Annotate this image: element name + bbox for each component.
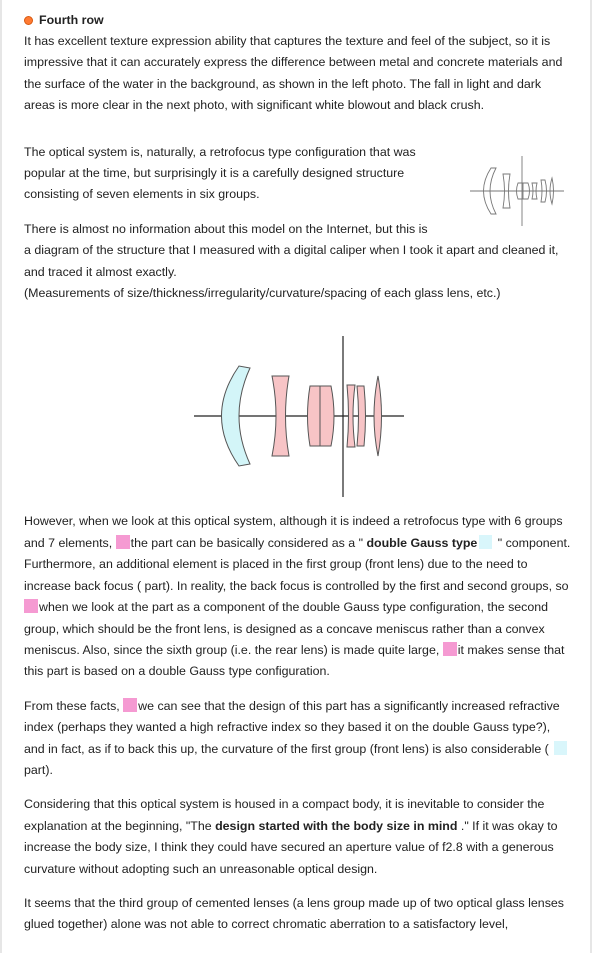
pink-highlight-marker bbox=[123, 698, 137, 712]
diagram-intro-line-1: There is almost no information about this model on the Internet, but this is bbox=[24, 221, 428, 236]
section-heading-text: Fourth row bbox=[39, 12, 104, 27]
lens-group-5 bbox=[357, 386, 366, 446]
pink-highlight-marker bbox=[443, 642, 457, 656]
lens-group-3 bbox=[308, 386, 335, 446]
p5-text-2: we can see that the design of this part has a significantly increased refractive index (perhaps they wanted a high refractive index so they based it on the double Gauss type?), and in fact, as if to back this up, the curvature of the first group (front lens) is also considerable ( bbox=[24, 698, 560, 756]
p5-text-1: From these facts, bbox=[24, 698, 124, 713]
p4-text-5: it makes sense that this part is based on a double Gauss type configuration. bbox=[24, 642, 565, 679]
lens-outline-diagram bbox=[466, 152, 566, 228]
section-heading bbox=[24, 10, 572, 31]
p5-text-3: part). bbox=[24, 762, 53, 777]
diagram-intro-line-2: a diagram of the structure that I measured with a digital caliper when I took it apart and cleaned it, and traced it almost exactly. bbox=[24, 243, 559, 279]
p4-text-1: However, when we look at this optical system, although it is indeed a retrofocus type with 6 groups and 7 elements, bbox=[24, 514, 563, 550]
paragraph-refractive-index bbox=[24, 696, 572, 782]
double-gauss-bold: double Gauss type bbox=[366, 535, 478, 550]
pink-highlight-marker bbox=[116, 535, 130, 549]
paragraph-cemented-lenses: It seems that the third group of cemented lenses (a lens group made up of two optical glass lenses glued together) alone was not able to correct chromatic aberration to a satisfactory level, bbox=[24, 895, 564, 932]
paragraph-double-gauss bbox=[24, 511, 572, 682]
p6-text-2: ." If it was okay to increase the body size, I think they could have secured an aperture value of f2.8 with a generous curvature without adopting such an unreasonable optical design. bbox=[24, 818, 558, 876]
paragraph-optical-system: The optical system is, naturally, a retrofocus type configuration that was popular at the time, but surprisingly it is a carefully designed structure consisting of seven elements in six groups. bbox=[24, 144, 416, 202]
cyan-highlight-marker bbox=[479, 535, 492, 549]
diagram-intro-line-3: (Measurements of size/thickness/irregularity/curvature/spacing of each glass lens, etc.) bbox=[24, 286, 501, 301]
p4-text-3: " component. Furthermore, an additional element is placed in the first group (front lens) due to the need to increase back focus ( part). In reality, the back focus is controlled by the first and second groups, so bbox=[24, 535, 571, 593]
pink-highlight-marker bbox=[24, 599, 38, 613]
p6-text-1: Considering that this optical system is housed in a compact body, it is inevitable to consider the explanation at the beginning, "The bbox=[24, 797, 545, 833]
paragraph-body-size bbox=[24, 794, 572, 880]
p4-text-2: the part can be basically considered as a " bbox=[130, 535, 367, 550]
lens-group-6 bbox=[374, 376, 382, 456]
lens-color-diagram bbox=[192, 334, 406, 498]
body-size-bold: design started with the body size in mind bbox=[215, 818, 458, 833]
left-border bbox=[0, 0, 2, 953]
paragraph-diagram-intro bbox=[24, 219, 572, 305]
p4-text-4: when we look at the part as a component of the double Gauss type configuration, the second group, which should be the front lens, is designed as a concave meniscus rather than a convex meniscus. Also, since the sixth group (i.e. the rear lens) is made quite large, bbox=[24, 600, 549, 657]
paragraph-texture: It has excellent texture expression ability that captures the texture and feel of the subject, so it is impressive that it can accurately express the difference between metal and concrete materials and the surface of the water in the background, as shown in the left photo. The fall in light and dark areas is more clear in the next photo, with significant white blowout and black crush. bbox=[24, 34, 563, 113]
cyan-highlight-marker bbox=[554, 741, 567, 755]
circle-bullet-icon bbox=[24, 16, 33, 25]
